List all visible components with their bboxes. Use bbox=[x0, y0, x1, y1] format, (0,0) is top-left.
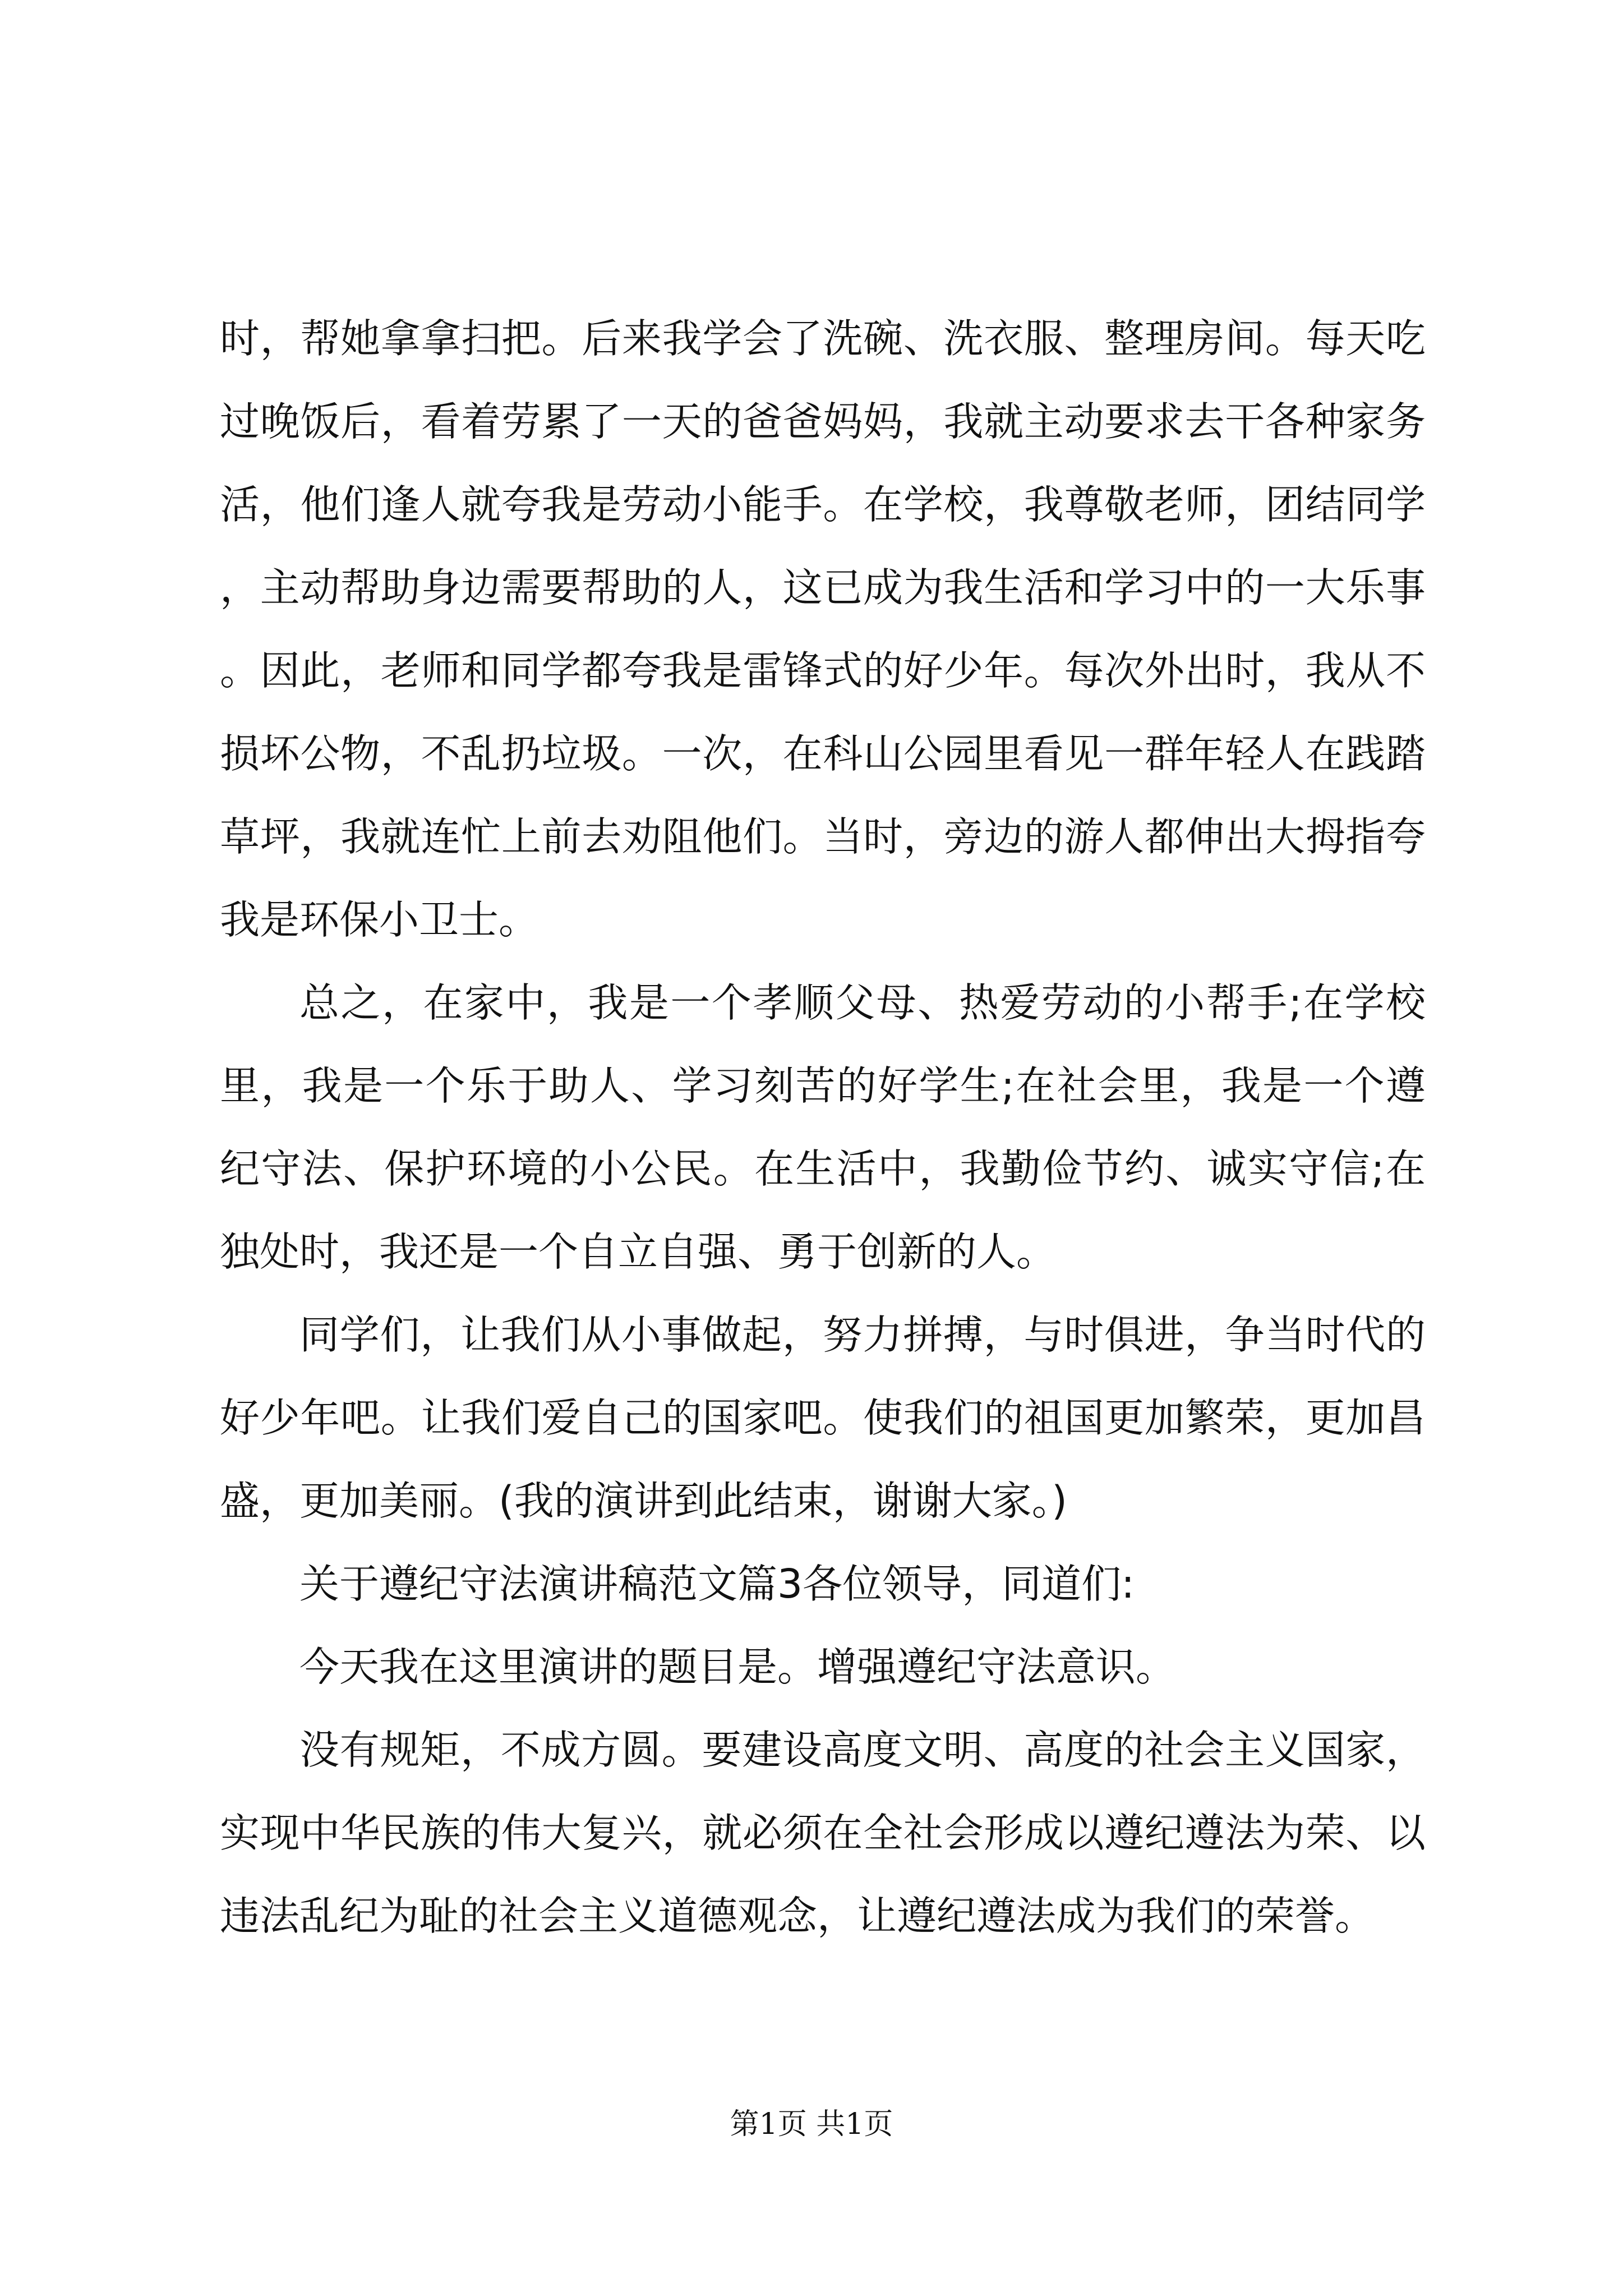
document-body bbox=[220, 297, 1426, 1958]
page-number-footer: 第1页 共1页 bbox=[730, 2108, 893, 2141]
paragraph-rules: 没有规矩，不成方圆。要建设高度文明、高度的社会主义国家，实现中华民族的伟大复兴，就必须在全社会形成以遵纪遵法为荣、以违法乱纪为耻的社会主义道德观念，让遵纪遵法成为我们的荣誉。 bbox=[220, 1727, 1426, 1939]
paragraph-call-to-action: 同学们，让我们从小事做起，努力拼搏，与时俱进，争当时代的好少年吧。让我们爱自己的国家吧。使我们的祖国更加繁荣，更加昌盛，更加美丽。(我的演讲到此结束，谢谢大家。) bbox=[220, 1312, 1426, 1524]
paragraph-continuation: 时，帮她拿拿扫把。后来我学会了洗碗、洗衣服、整理房间。每天吃过晚饭后，看着劳累了一天的爸爸妈妈，我就主动要求去干各种家务活，他们逢人就夸我是劳动小能手。在学校，我尊敬老师，团结同学，主动帮助身边需要帮助的人，这已成为我生活和学习中的一大乐事。因此，老师和同学都夸我是雷锋式的好少年。每次外出时，我从不损坏公物，不乱扔垃圾。一次，在科山公园里看见一群年轻人在践踏草坪，我就连忙上前去劝阻他们。当时，旁边的游人都伸出大拇指夸我是环保小卫士。 bbox=[220, 315, 1426, 943]
paragraph-speech-3-heading: 关于遵纪守法演讲稿范文篇3各位领导，同道们: bbox=[299, 1561, 1135, 1607]
paragraph-summary: 总之，在家中，我是一个孝顺父母、热爱劳动的小帮手;在学校里，我是一个乐于助人、学习刻苦的好学生;在社会里，我是一个遵纪守法、保护环境的小公民。在生活中，我勤俭节约、诚实守信;在独处时，我还是一个自立自强、勇于创新的人。 bbox=[220, 979, 1426, 1275]
paragraph-speech-topic: 今天我在这里演讲的题目是。增强遵纪守法意识。 bbox=[299, 1644, 1176, 1690]
